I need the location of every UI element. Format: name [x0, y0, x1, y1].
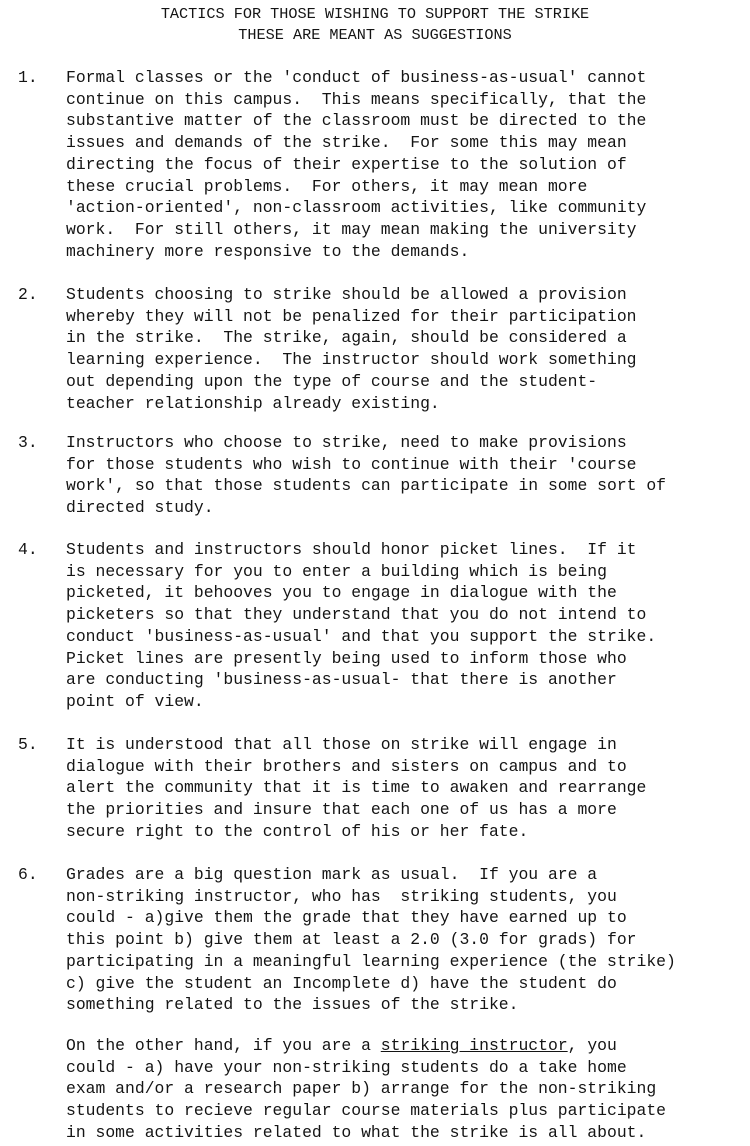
item-line: Formal classes or the 'conduct of business-as-usual' cannot	[66, 68, 647, 87]
item-line: continue on this campus. This means specifically, that the	[66, 89, 647, 109]
item-line: are conducting 'business-as-usual- that there is another	[66, 670, 617, 690]
closing-suffix: , you	[567, 1036, 617, 1055]
item-number: 2.	[18, 285, 38, 304]
closing-line: in some activities related to what the strike is all about.	[66, 1122, 647, 1142]
item-line: picketed, it behooves you to engage in dialogue with the	[66, 583, 617, 603]
item-line: alert the community that it is time to awaken and rearrange	[66, 778, 647, 798]
item-line: dialogue with their brothers and sisters on campus and to	[66, 756, 627, 776]
item-line: in the strike. The strike, again, should be considered a	[66, 328, 627, 348]
item-line: these crucial problems. For others, it may mean more	[66, 176, 588, 196]
item-line: Students and instructors should honor picket lines. If it	[66, 540, 637, 559]
header-title: TACTICS FOR THOSE WISHING TO SUPPORT THE STRIKE	[160, 5, 590, 23]
item-line: Grades are a big question mark as usual. If you are a	[66, 865, 598, 884]
item-number: 5.	[18, 735, 38, 754]
item-line: Picket lines are presently being used to inform those who	[66, 648, 627, 668]
item-line: It is understood that all those on strike will engage in	[66, 735, 617, 754]
closing-paragraph	[66, 1035, 750, 1144]
item-number: 3.	[18, 433, 38, 452]
tactic-item-5	[18, 734, 748, 843]
item-line: substantive matter of the classroom must be directed to the	[66, 111, 647, 131]
item-number: 1.	[18, 68, 38, 87]
item-line: 'action-oriented', non-classroom activities, like community	[66, 198, 647, 218]
closing-line: exam and/or a research paper b) arrange for the non-striking	[66, 1079, 657, 1099]
item-line: directed study.	[66, 498, 214, 518]
item-line: this point b) give them at least a 2.0 (3.0 for grads) for	[66, 930, 637, 950]
item-line: Instructors who choose to strike, need to make provisions	[66, 433, 627, 452]
item-line: the priorities and insure that each one of us has a more	[66, 800, 617, 820]
item-line: non-striking instructor, who has striking students, you	[66, 886, 617, 906]
item-line: directing the focus of their expertise to the solution of	[66, 154, 627, 174]
header-subtitle: THESE ARE MEANT AS SUGGESTIONS	[238, 26, 512, 44]
underlined-phrase: striking instructor	[380, 1036, 568, 1055]
item-line: out depending upon the type of course and the student-	[66, 371, 598, 391]
item-line: whereby they will not be penalized for their participation	[66, 306, 637, 326]
item-line: Students choosing to strike should be allowed a provision	[66, 285, 627, 304]
item-line: point of view.	[66, 691, 204, 711]
item-line: for those students who wish to continue with their 'course	[66, 454, 637, 474]
tactic-item-4	[18, 539, 748, 713]
item-line: teacher relationship already existing.	[66, 393, 440, 413]
tactic-item-2	[18, 284, 748, 414]
closing-prefix: On the other hand, if you are a	[66, 1036, 381, 1055]
tactic-item-3	[18, 432, 748, 519]
tactic-item-6	[18, 864, 748, 1016]
item-line: machinery more responsive to the demands.	[66, 241, 470, 261]
item-line: something related to the issues of the strike.	[66, 995, 519, 1015]
item-line: work. For still others, it may mean making the university	[66, 219, 637, 239]
item-line: issues and demands of the strike. For some this may mean	[66, 133, 627, 153]
tactic-item-1	[18, 67, 748, 262]
item-line: participating in a meaningful learning experience (the strike)	[66, 951, 676, 971]
item-line: is necessary for you to enter a building which is being	[66, 561, 607, 581]
document-header	[0, 4, 750, 46]
item-line: could - a)give them the grade that they have earned up to	[66, 908, 627, 928]
closing-first-line	[66, 1035, 750, 1057]
item-number: 4.	[18, 540, 38, 559]
item-line: picketers so that they understand that you do not intend to	[66, 605, 647, 625]
item-line: learning experience. The instructor should work something	[66, 350, 637, 370]
item-number: 6.	[18, 865, 38, 884]
item-line: secure right to the control of his or her fate.	[66, 821, 529, 841]
closing-line: students to recieve regular course materials plus participate	[66, 1101, 666, 1121]
item-line: conduct 'business-as-usual' and that you support the strike.	[66, 626, 657, 646]
closing-line: could - a) have your non-striking students do a take home	[66, 1057, 627, 1077]
item-line: c) give the student an Incomplete d) have the student do	[66, 973, 617, 993]
item-line: work', so that those students can participate in some sort of	[66, 476, 666, 496]
